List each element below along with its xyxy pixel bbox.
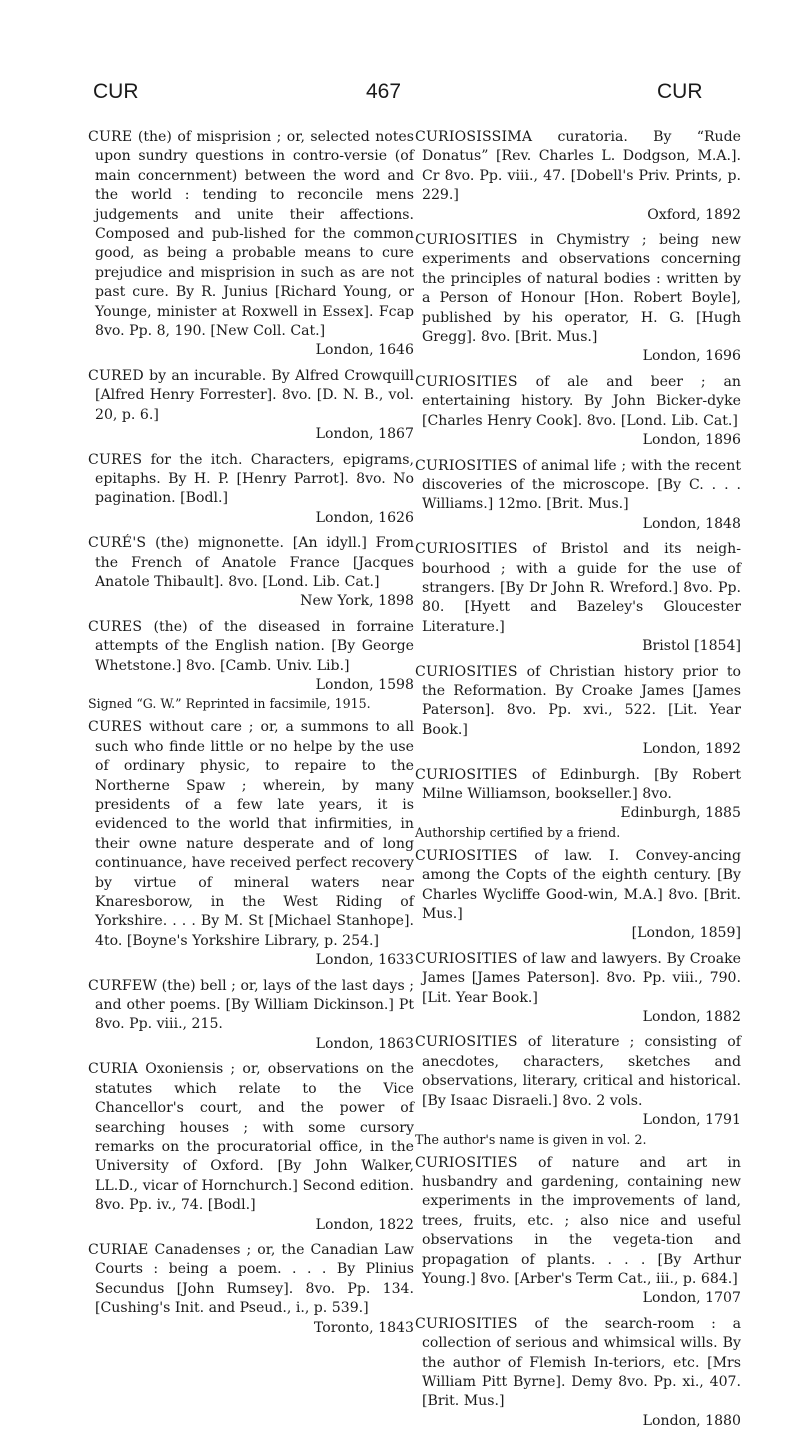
entry-imprint: Edinburgh, 1885 (620, 805, 741, 822)
entry-text (88, 534, 414, 592)
bibliography-entry (88, 977, 414, 1055)
entry-text (88, 618, 414, 676)
entry-headword: CURIOSITIES (415, 847, 518, 864)
bibliography-entry (415, 950, 741, 1028)
running-head-right: CUR (657, 80, 703, 103)
entry-headword: CURED (88, 367, 144, 384)
entry-headword: CURES (88, 618, 143, 635)
entry-imprint: London, 1896 (642, 432, 741, 449)
entry-body: of the search-room : a collection of serious and whimsical wills. By the author of Flemish In-teriors, etc. [Mrs William Pitt Byrne]. Demy 8vo. Pp. xi., 407. [Brit. Mus.] (422, 1315, 741, 1410)
entry-headword: CURE (88, 129, 133, 145)
bibliography-entry (415, 540, 741, 656)
page-number: 467 (366, 80, 402, 103)
entry-body: (the) of the diseased in forraine attempts of the English nation. [By George Whetstone.] 8vo. [Camb. Univ. Lib.] (95, 618, 414, 674)
entry-text (88, 718, 414, 951)
entry-text (415, 373, 741, 431)
entry-headword: CURES (88, 451, 143, 468)
entry-headword: CURIOSITIES (415, 1034, 518, 1051)
entry-headword: CURES (88, 719, 143, 736)
entry-imprint: London, 1822 (315, 1216, 414, 1233)
entry-headword: CURIOSITIES (415, 1315, 518, 1332)
right-column (415, 128, 741, 1437)
entry-headword: CURIOSITIES (415, 232, 518, 249)
entry-text (88, 128, 414, 341)
entry-headword: CURIOSITIES (415, 950, 518, 967)
entry-body: of Bristol and its neigh-bourhood ; with a guide for the use of strangers. [By Dr John R. Wreford.] 8vo. Pp. 80. [Hyett and Bazeley's Gloucester Literature.] (422, 541, 741, 635)
left-column (88, 128, 414, 1344)
entry-body: (the) bell ; or, lays of the last days ; and other poems. [By William Dickinson.] Pt 8vo. Pp. viii., 215. (95, 977, 414, 1033)
bibliography-entry (415, 457, 741, 535)
entry-body: of animal life ; with the recent discoveries of the microscope. [By C. . . . Williams.] 12mo. [Brit. Mus.] (422, 457, 741, 513)
entry-imprint: Toronto, 1843 (313, 1319, 414, 1336)
entry-headword: CURIOSITIES (415, 1154, 518, 1171)
entry-headword: CURIOSITIES (415, 766, 518, 783)
bibliography-entry (88, 618, 414, 713)
entry-text (415, 1154, 741, 1290)
entry-body: (the) mignonette. [An idyll.] From the French of Anatole France [Jacques Anatole Thibault]. 8vo. [Lond. Lib. Cat.] (95, 535, 414, 590)
bibliography-entry (415, 847, 741, 944)
entry-headword: CURIA (88, 1061, 139, 1078)
entry-body: without care ; or, a summons to all such who finde little or no helpe by the use of ordinary physic, to repaire to the Northerne Spaw ; wherein, by many presidents of a few late years, it is evidenced to the world that infirmities, in their owne nature desperate and of long continuance, have received perfect recovery by virtue of mineral waters near Knaresborow, in the West Riding of Yorkshire. . . . By M. St [Michael Stanhope]. 4to. [Boyne's Yorkshire Library, p. 254.] (95, 719, 414, 949)
entry-imprint: London, 1848 (642, 515, 741, 532)
entry-note: Authorship certified by a friend. (415, 824, 621, 840)
entry-imprint: London, 1867 (315, 426, 414, 443)
entry-body: for the itch. Characters, epigrams, epitaphs. By H. P. [Henry Parrot]. 8vo. No pagination. [Bodl.] (95, 451, 414, 507)
running-head-left: CUR (93, 80, 139, 103)
entry-text (88, 451, 414, 509)
entry-text (415, 766, 741, 805)
entry-text (415, 663, 741, 741)
entry-imprint: New York, 1898 (300, 593, 414, 610)
entry-text (415, 457, 741, 515)
entry-text (415, 128, 741, 206)
entry-imprint: London, 1892 (642, 741, 741, 758)
entry-body: of ale and beer ; an entertaining history. By John Bicker-dyke [Charles Henry Cook]. 8vo. [Lond. Lib. Cat.] (422, 373, 741, 429)
entry-text (88, 1241, 414, 1319)
entry-imprint: Bristol [1854] (642, 638, 741, 655)
entry-imprint: London, 1791 (642, 1112, 741, 1129)
entry-body: Canadenses ; or, the Canadian Law Courts : being a poem. . . . By Plinius Secundus [John Rumsey]. 8vo. Pp. 134. [Cushing's Init. and Pseud., i., p. 539.] (95, 1241, 414, 1317)
entry-body: of law and lawyers. By Croake James [James Paterson]. 8vo. Pp. viii., 790. [Lit. Year Book.] (422, 950, 741, 1006)
entry-headword: CURFEW (88, 977, 158, 994)
bibliography-entry (415, 373, 741, 451)
entry-imprint: London, 1880 (642, 1412, 741, 1429)
bibliography-entry (88, 718, 414, 970)
entry-body: of nature and art in husbandry and gardening, containing new experiments in the improvements of land, trees, fruits, etc. ; also nice and useful observations in the vegeta-tion and propagation of plants. . . . [By Arthur Young.] 8vo. [Arber's Term Cat., iii., p. 684.] (422, 1154, 741, 1287)
entry-headword: CURIAE (88, 1241, 149, 1258)
entry-imprint: London, 1863 (315, 1035, 414, 1052)
entry-imprint: London, 1696 (642, 348, 741, 365)
entry-body: in Chymistry ; being new experiments and observations concerning the principles of natural bodies : written by a Person of Honour [Hon. Robert Boyle], published by his operator, H. G. [Hugh Gregg]. 8vo. [Brit. Mus.] (422, 232, 741, 346)
bibliography-entry (415, 1315, 741, 1431)
entry-body: Oxoniensis ; or, observations on the statutes which relate to the Vice Chancellor's court, and the power of searching houses ; with some cursory remarks on the procuratorial office, in the University of Oxford. [By John Walker, LL.D., vicar of Hornchurch.] Second edition. 8vo. Pp. iv., 74. [Bodl.] (95, 1061, 414, 1214)
entry-body: of literature ; consisting of anecdotes, characters, sketches and observations, literary, critical and historical. [By Isaac Disraeli.] 8vo. 2 vols. (422, 1034, 741, 1109)
entry-text (415, 540, 741, 637)
entry-body: of Edinburgh. [By Robert Milne Williamson, bookseller.] 8vo. (422, 766, 741, 802)
entry-headword: CURIOSITIES (415, 373, 518, 390)
entry-note: The author's name is given in vol. 2. (415, 1131, 647, 1147)
entry-body: of Christian history prior to the Reformation. By Croake James [James Paterson]. 8vo. Pp. xvi., 522. [Lit. Year Book.] (422, 663, 741, 738)
entry-body: (the) of misprision ; or, selected notes upon sundry questions in contro-versie (of main concernment) between the word and the world : tending to reconcile mens judgements and unite their affections. Composed and pub-lished for the common good, as being a probable means to cure prejudice and misprision in such as are not past cure. By R. Junius [Richard Young, or Younge, minister at Roxwell in Essex]. Fcap 8vo. Pp. 8, 190. [New Coll. Cat.] (95, 129, 414, 340)
page-header (0, 80, 800, 110)
entry-body: of law. I. Convey-ancing among the Copts of the eighth century. [By Charles Wycliffe Good-win, M.A.] 8vo. [Brit. Mus.] (422, 847, 741, 923)
bibliography-entry (88, 1241, 414, 1338)
entry-text (88, 1060, 414, 1215)
entry-imprint: London, 1598 (315, 676, 414, 693)
bibliography-entry (415, 1033, 741, 1147)
entry-body: curatoria. By “Rude Donatus” [Rev. Charles L. Dodgson, M.A.]. Cr 8vo. Pp. viii., 47. [Dobell's Priv. Prints, p. 229.] (422, 129, 741, 204)
entry-text (415, 231, 741, 347)
entry-text (88, 367, 414, 425)
bibliography-entry (415, 231, 741, 367)
entry-note: Signed “G. W.” Reprinted in facsimile, 1915. (88, 696, 371, 712)
entry-imprint: Oxford, 1892 (647, 206, 741, 223)
entry-imprint: London, 1646 (315, 342, 414, 359)
bibliography-entry (88, 128, 414, 361)
entry-imprint: London, 1626 (315, 509, 414, 526)
bibliography-entry (88, 451, 414, 529)
bibliography-entry (415, 1154, 741, 1309)
bibliography-entry (415, 128, 741, 225)
entry-headword: CURIOSITIES (415, 541, 518, 558)
bibliography-entry (415, 766, 741, 841)
entry-headword: CURÉ'S (88, 535, 147, 552)
bibliography-entry (88, 367, 414, 445)
bibliography-entry (415, 663, 741, 760)
entry-text (415, 847, 741, 925)
entry-imprint: London, 1882 (642, 1009, 741, 1026)
entry-text (415, 950, 741, 1008)
entry-text (415, 1315, 741, 1412)
entry-imprint: [London, 1859] (631, 925, 741, 942)
bibliography-entry (88, 1060, 414, 1235)
entry-headword: CURIOSITIES (415, 663, 518, 680)
entry-headword: CURIOSISSIMA (415, 129, 533, 145)
bibliography-entry (88, 534, 414, 612)
entry-imprint: London, 1707 (642, 1290, 741, 1307)
entry-headword: CURIOSITIES (415, 457, 518, 474)
entry-text (88, 977, 414, 1035)
entry-imprint: London, 1633 (315, 952, 414, 969)
entry-body: by an incurable. By Alfred Crowquill [Alfred Henry Forrester]. 8vo. [D. N. B., vol. 20, p. 6.] (95, 367, 414, 423)
entry-text (415, 1033, 741, 1111)
